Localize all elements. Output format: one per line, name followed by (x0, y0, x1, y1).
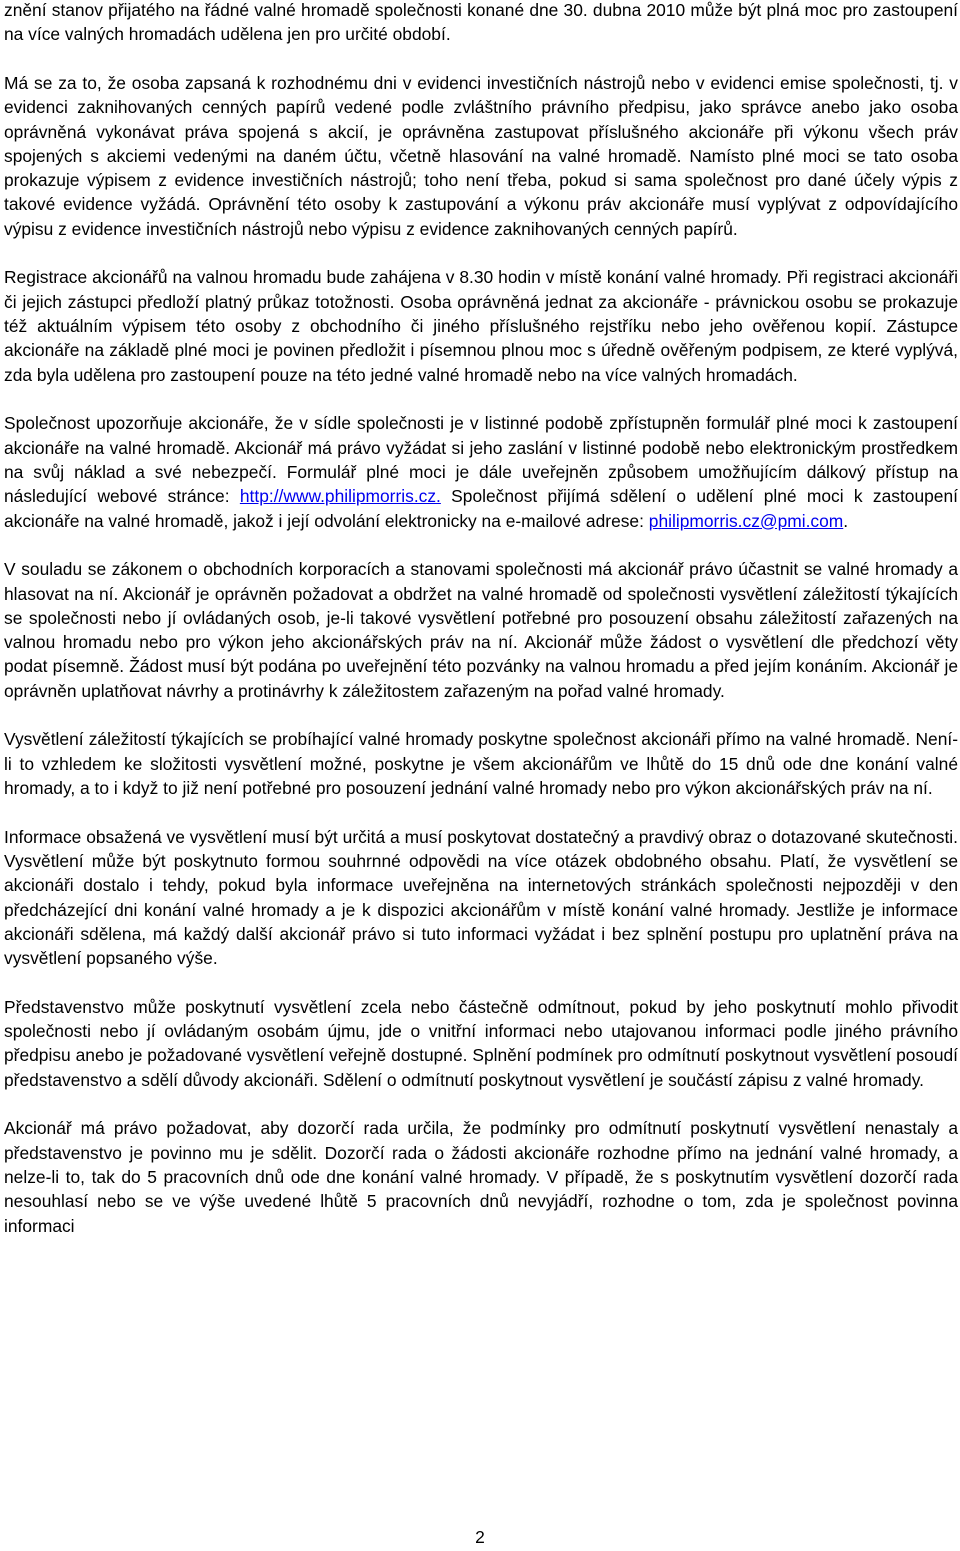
paragraph-explanation-content: Informace obsažená ve vysvětlení musí být určitá a musí poskytovat dostatečný a pravdivý obraz o dotazované skutečnosti. Vysvětlení může být poskytnuto formou souhrnné odpovědi na více otázek obdobného obsahu. Platí, že vysvětlení se akcionáři dostalo i tehdy, pokud byla informace uveřejněna na internetových stránkách společnosti nejpozději v den předcházející dni konání valné hromady a je k dispozici akcionářům v místě konání valné hromady. Jestliže je informace akcionáři sdělena, má každý další akcionář právo si tuto informaci vyžádat i bez splnění postupu pro uplatnění práva na vysvětlení popsaného výše. (4, 826, 958, 969)
proxy-form-text-2: Společnost přijímá sdělení o udělení plné moci k zastoupení akcionáře na valné hromadě, jakož i její odvolání elektronicky na e-mailové adrese: (4, 486, 958, 531)
paragraph-registration: Registrace akcionářů na valnou hromadu bude zahájena v 8.30 hodin v místě konání valné hromady. Při registraci akcionáři či jejich zástupci předloží platný průkaz totožnosti. Osoba oprávněná jednat za akcionáře - právnickou osobu se prokazuje též aktuálním výpisem této osoby z obchodního či jiného příslušného rejstříku nebo jeho ověřenou kopií. Zástupce akcionáře na základě plné moci je povinen předložit i písemnou plnou moc s úředně ověřeným podpisem, ze které vyplývá, zda byla udělena pro zastoupení pouze na této jedné valné hromadě nebo na více valných hromadách. (4, 267, 958, 385)
paragraph-explanation-timing: Vysvětlení záležitostí týkajících se probíhající valné hromady poskytne společnost akcionáři přímo na valné hromadě. Není-li to vzhledem ke složitosti vysvětlení možné, poskytne je všem akcionářům ve lhůtě do 15 dnů ode dne konání valné hromady, a to i když to již není potřebné pro posouzení jednání valné hromady nebo pro výkon akcionářských práv na ní. (4, 729, 958, 798)
email-link[interactable]: philipmorris.cz@pmi.com (648, 510, 844, 531)
proxy-form-text-3: . (843, 510, 849, 531)
paragraph-refusal: Představenstvo může poskytnutí vysvětlení zcela nebo částečně odmítnout, pokud by jeho poskytnutí mohlo přivodit společnosti nebo jí ovládaným osobám újmu, jde o vnitřní informaci nebo utajovanou informaci podle jiného právního předpisu anebo je požadované vysvětlení veřejně dostupné. Splnění podmínek pro odmítnutí poskytnout vysvětlení posoudí představenstvo a sdělí důvody akcionáři. Sdělení o odmítnutí poskytnout vysvětlení je součástí zápisu z valné hromady. (4, 996, 958, 1090)
paragraph-shareholder-rights: V souladu se zákonem o obchodních korporacích a stanovami společnosti má akcionář právo účastnit se valné hromady a hlasovat na ní. Akcionář je oprávněn požadovat a obdržet na valné hromadě od společnosti vysvětlení záležitostí týkajících se společnosti nebo jí ovládaných osob, je-li takové vysvětlení potřebné pro posouzení obsahu záležitostí zařazených na valnou hromadu nebo pro výkon jeho akcionářských práv na ní. Akcionář může žádost o vysvětlení dle předchozí věty podat písemně. Žádost musí být podána po uveřejnění této pozvánky na valnou hromadu a před jejím konáním. Akcionář je oprávněn uplatňovat návrhy a protinávrhy k záležitostem zařazeným na pořad valné hromady. (4, 559, 958, 701)
document-page (4, 0, 958, 1238)
paragraph-supervisory-board: Akcionář má právo požadovat, aby dozorčí rada určila, že podmínky pro odmítnutí poskytnutí vysvětlení nenastaly a představenstvo je povinno mu je sdělit. Dozorčí rada o žádosti akcionáře rozhodne přímo na jednání valné hromady, a nelze-li to, tak do 5 pracovních dnů ode dne konání valné hromady. V případě, že s poskytnutím vysvětlení dozorčí rada nesouhlasí nebo se ve výše uvedené lhůtě 5 pracovních dnů nevyjádří, rozhodne o tom, zda je společnost povinna informaci (4, 1118, 958, 1236)
paragraph-proxy-form (4, 411, 958, 532)
proxy-form-text-1: Společnost upozorňuje akcionáře, že v sídle společnosti je v listinné podobě zpřístupněn formulář plné moci k zastoupení akcionáře na valné hromadě. Akcionář má právo vyžádat si jeho zaslání v listinné podobě nebo elektronickým prostředkem na svůj náklad a své nebezpečí. Formulář plné moci je dále uveřejněn způsobem umožňujícím dálkový přístup na následující webové stránce: (4, 413, 958, 507)
paragraph-proxy-validity: znění stanov přijatého na řádné valné hromadě společnosti konané dne 30. dubna 2010 může být plná moc pro zastoupení na více valných hromadách udělena jen pro určité období. (4, 0, 958, 45)
page-number: 2 (475, 1527, 485, 1547)
paragraph-registered-custodian: Má se za to, že osoba zapsaná k rozhodnému dni v evidenci investičních nástrojů nebo v evidenci emise společnosti, tj. v evidenci zaknihovaných cenných papírů vedené podle zvláštního právního předpisu, jako správce anebo jako osoba oprávněná vykonávat práva spojená s akcií, je oprávněna zastupovat příslušného akcionáře při výkonu všech práv spojených s akciemi vedenými na daném účtu, včetně hlasování na valné hromadě. Namísto plné moci se tato osoba prokazuje výpisem z evidence investičních nástrojů; toho není třeba, pokud si sama společnost pro dané účely výpis z takové evidence vyžádá. Oprávnění této osoby k zastupování a výkonu práv akcionáře musí vyplývat z odpovídajícího výpisu z evidence investičních nástrojů nebo výpisu z evidence zaknihovaných cenných papírů. (4, 72, 958, 239)
website-link[interactable]: http://www.philipmorris.cz. (239, 486, 441, 507)
